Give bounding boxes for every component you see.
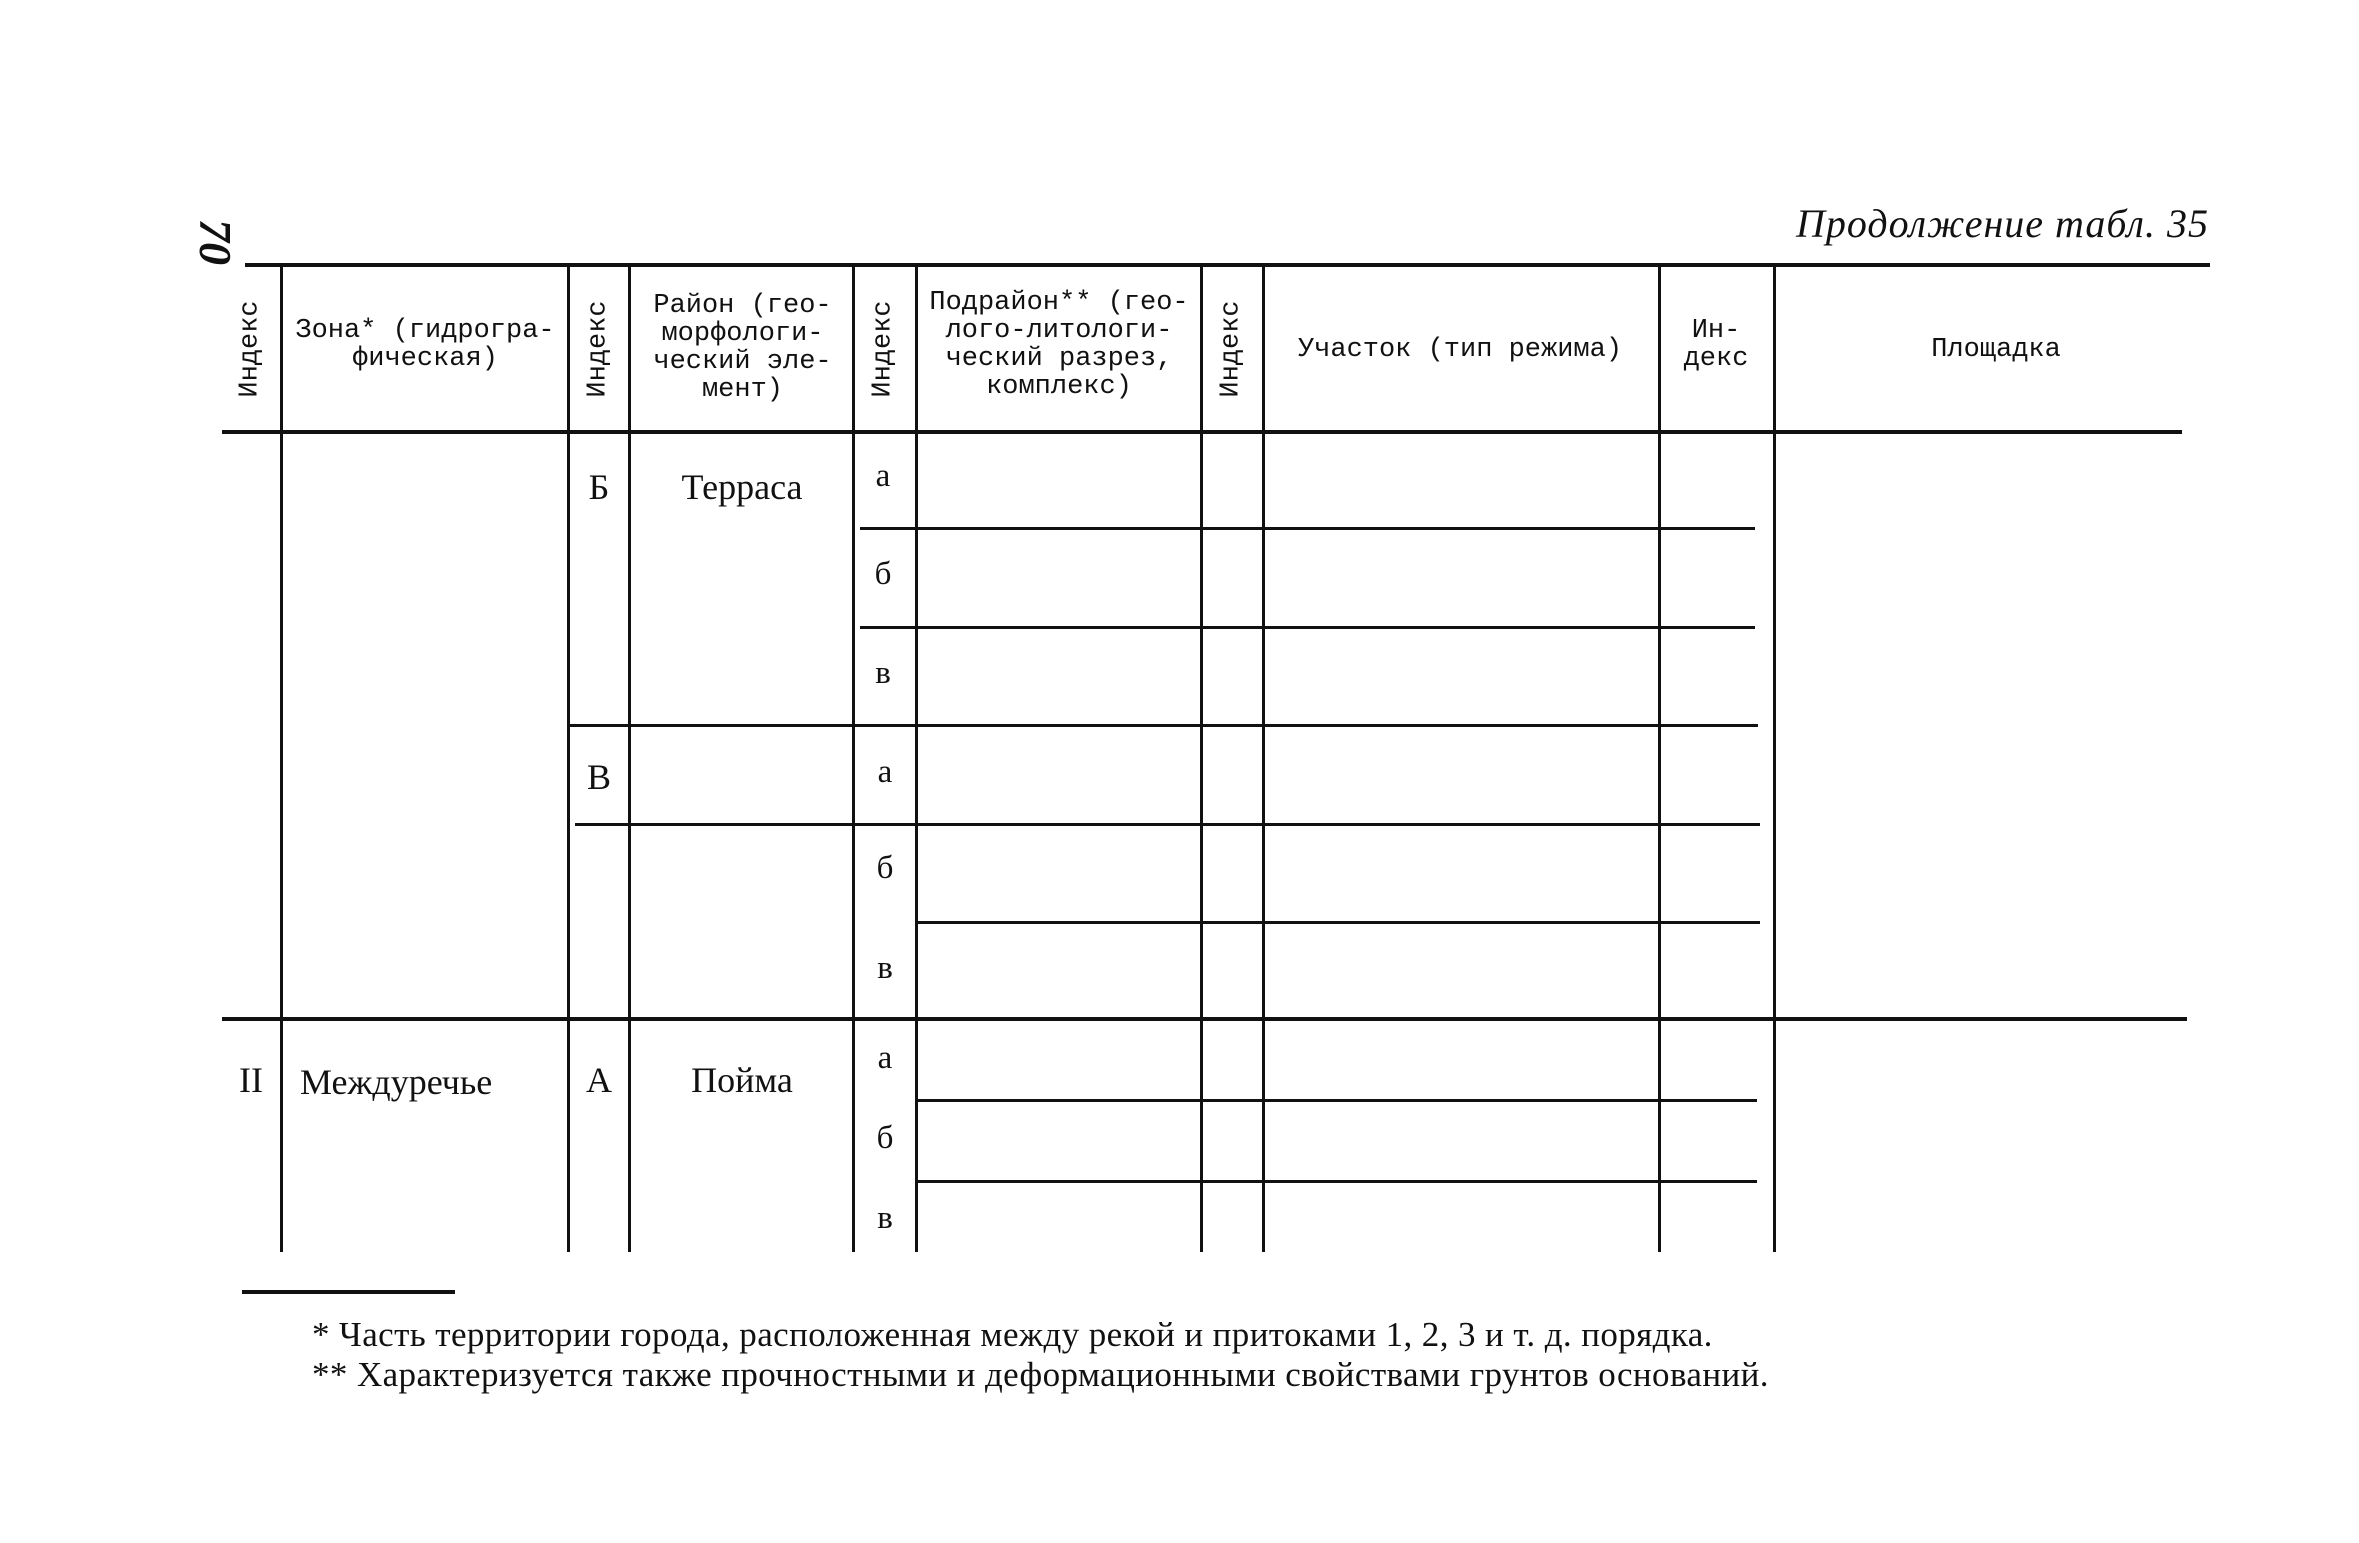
group-index-cell: А — [586, 1060, 612, 1100]
sub-index-cell: б — [874, 556, 892, 592]
row-rule — [915, 921, 1760, 924]
footnote-1: * Часть территории города, расположенная между рекой и притоками 1, 2, 3 и т. д. порядка. — [312, 1315, 1713, 1354]
sub-index-cell: б — [876, 850, 894, 886]
row-rule — [915, 1180, 1757, 1183]
sub-index-cell: в — [875, 655, 891, 691]
sub-index-cell: а — [875, 458, 891, 494]
page-number: 70 — [190, 219, 242, 265]
row-rule — [575, 823, 1760, 826]
column-rule — [1262, 267, 1265, 1252]
group-index-cell: Б — [588, 467, 610, 507]
table-caption: Продолжение табл. 35 — [1795, 201, 2209, 246]
sub-index-cell: в — [877, 1200, 893, 1236]
zone-index-cell: II — [239, 1060, 263, 1100]
group-district-cell — [632, 752, 852, 802]
group-index-cell: В — [586, 757, 611, 797]
header-site: Площадка — [1931, 335, 2061, 365]
sub-index-cell: а — [877, 1040, 893, 1076]
header-index-4: Индекс — [1217, 299, 1247, 398]
row-rule — [915, 1099, 1757, 1102]
group-divider-rule — [222, 1017, 2187, 1021]
header-index-5: Ин-декс — [1683, 316, 1749, 374]
header-section: Участок (тип режима) — [1297, 335, 1623, 365]
zone-name-cell: Междуречье — [300, 1062, 493, 1102]
header-index-2: Индекс — [584, 299, 614, 398]
row-rule — [568, 724, 1758, 727]
header-zone: Зона* (гидрогра-фическая) — [295, 316, 555, 374]
column-rule — [1658, 267, 1661, 1252]
footnote-rule — [242, 1290, 455, 1294]
header-subdistrict: Подрайон** (гео-лого-литологи-ческий разрез, комплекс) — [929, 287, 1189, 402]
column-rule — [915, 267, 918, 1252]
row-rule — [860, 527, 1755, 530]
group-district-cell: Терраса — [681, 467, 803, 507]
header-index-3: Индекс — [869, 299, 899, 398]
sub-index-cell: в — [877, 950, 893, 986]
sub-index-cell: б — [876, 1120, 894, 1156]
column-rule — [628, 267, 631, 1252]
header-index-1: Индекс — [236, 299, 266, 398]
sub-index-cell: а — [877, 754, 893, 790]
row-rule — [860, 626, 1755, 629]
column-rule — [1773, 267, 1776, 1252]
header-district: Район (гео-морфологи-ческий эле-мент) — [653, 290, 832, 405]
column-rule — [280, 267, 283, 1252]
footnote-2: ** Характеризуется также прочностными и деформационными свойствами грунтов оснований. — [312, 1355, 1769, 1394]
group-district-cell: Пойма — [691, 1060, 793, 1100]
